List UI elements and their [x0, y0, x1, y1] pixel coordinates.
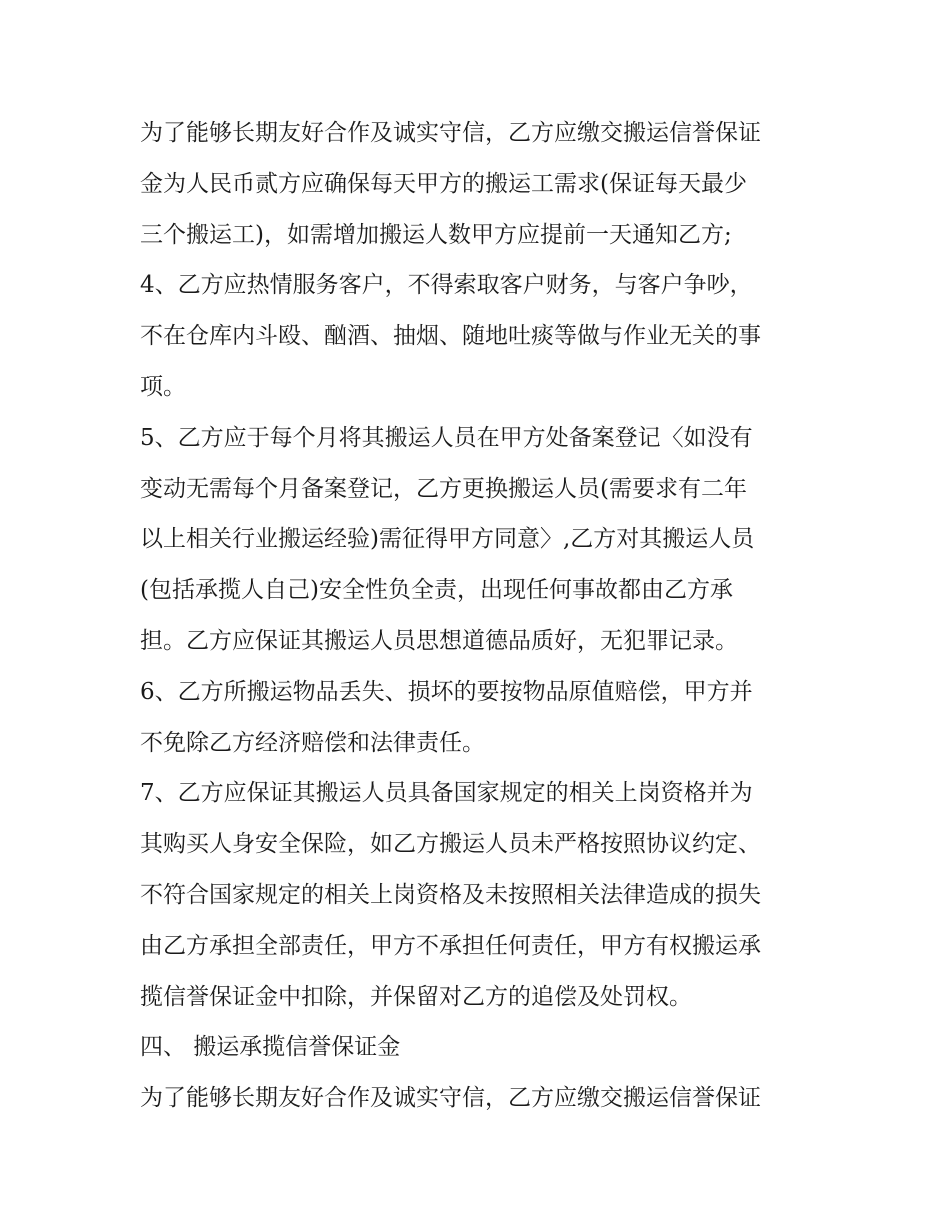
text-line: 5、乙方应于每个月将其搬运人员在甲方处备案登记〈如没有 — [140, 424, 753, 451]
text-line: 其购买人身安全保险，如乙方搬运人员未严格按照协议约定、 — [140, 831, 761, 858]
text-line: 项。 — [140, 373, 186, 400]
text-line: 以上相关行业搬运经验)需征得甲方同意〉,乙方对其搬运人员 — [140, 526, 755, 553]
text-line: 不符合国家规定的相关上岗资格及未按照相关法律造成的损失 — [140, 881, 761, 908]
text-line: 为了能够长期友好合作及诚实守信，乙方应缴交搬运信誉保证 — [140, 1085, 761, 1112]
text-line: 由乙方承担全部责任，甲方不承担任何责任，甲方有权搬运承 — [140, 932, 761, 959]
text-line: (包括承揽人自己)安全性负全责，出现任何事故都由乙方承 — [140, 577, 733, 604]
text-line: 不免除乙方经济赔偿和法律责任。 — [140, 729, 485, 756]
text-line: 揽信誉保证金中扣除，并保留对乙方的追偿及处罚权。 — [140, 983, 692, 1010]
text-line: 变动无需每个月备案登记，乙方更换搬运人员(需要求有二年 — [140, 475, 747, 502]
section-heading: 四、 搬运承揽信誉保证金 — [140, 1034, 401, 1061]
text-line: 6、乙方所搬运物品丢失、损坏的要按物品原值赔偿，甲方并 — [140, 678, 753, 705]
text-line: 7、乙方应保证其搬运人员具备国家规定的相关上岗资格并为 — [140, 780, 753, 807]
text-line: 担。乙方应保证其搬运人员思想道德品质好，无犯罪记录。 — [140, 627, 738, 654]
text-line: 金为人民币贰方应确保每天甲方的搬运工需求(保证每天最少 — [140, 170, 747, 197]
text-line: 三个搬运工)，如需增加搬运人数甲方应提前一天通知乙方; — [140, 221, 732, 248]
text-line: 为了能够长期友好合作及诚实守信，乙方应缴交搬运信誉保证 — [140, 120, 761, 146]
text-line: 4、乙方应热情服务客户，不得索取客户财务，与客户争吵， — [140, 272, 753, 299]
text-line: 不在仓库内斗殴、酗酒、抽烟、随地吐痰等做与作业无关的事 — [140, 323, 761, 350]
document-body — [140, 108, 820, 1124]
